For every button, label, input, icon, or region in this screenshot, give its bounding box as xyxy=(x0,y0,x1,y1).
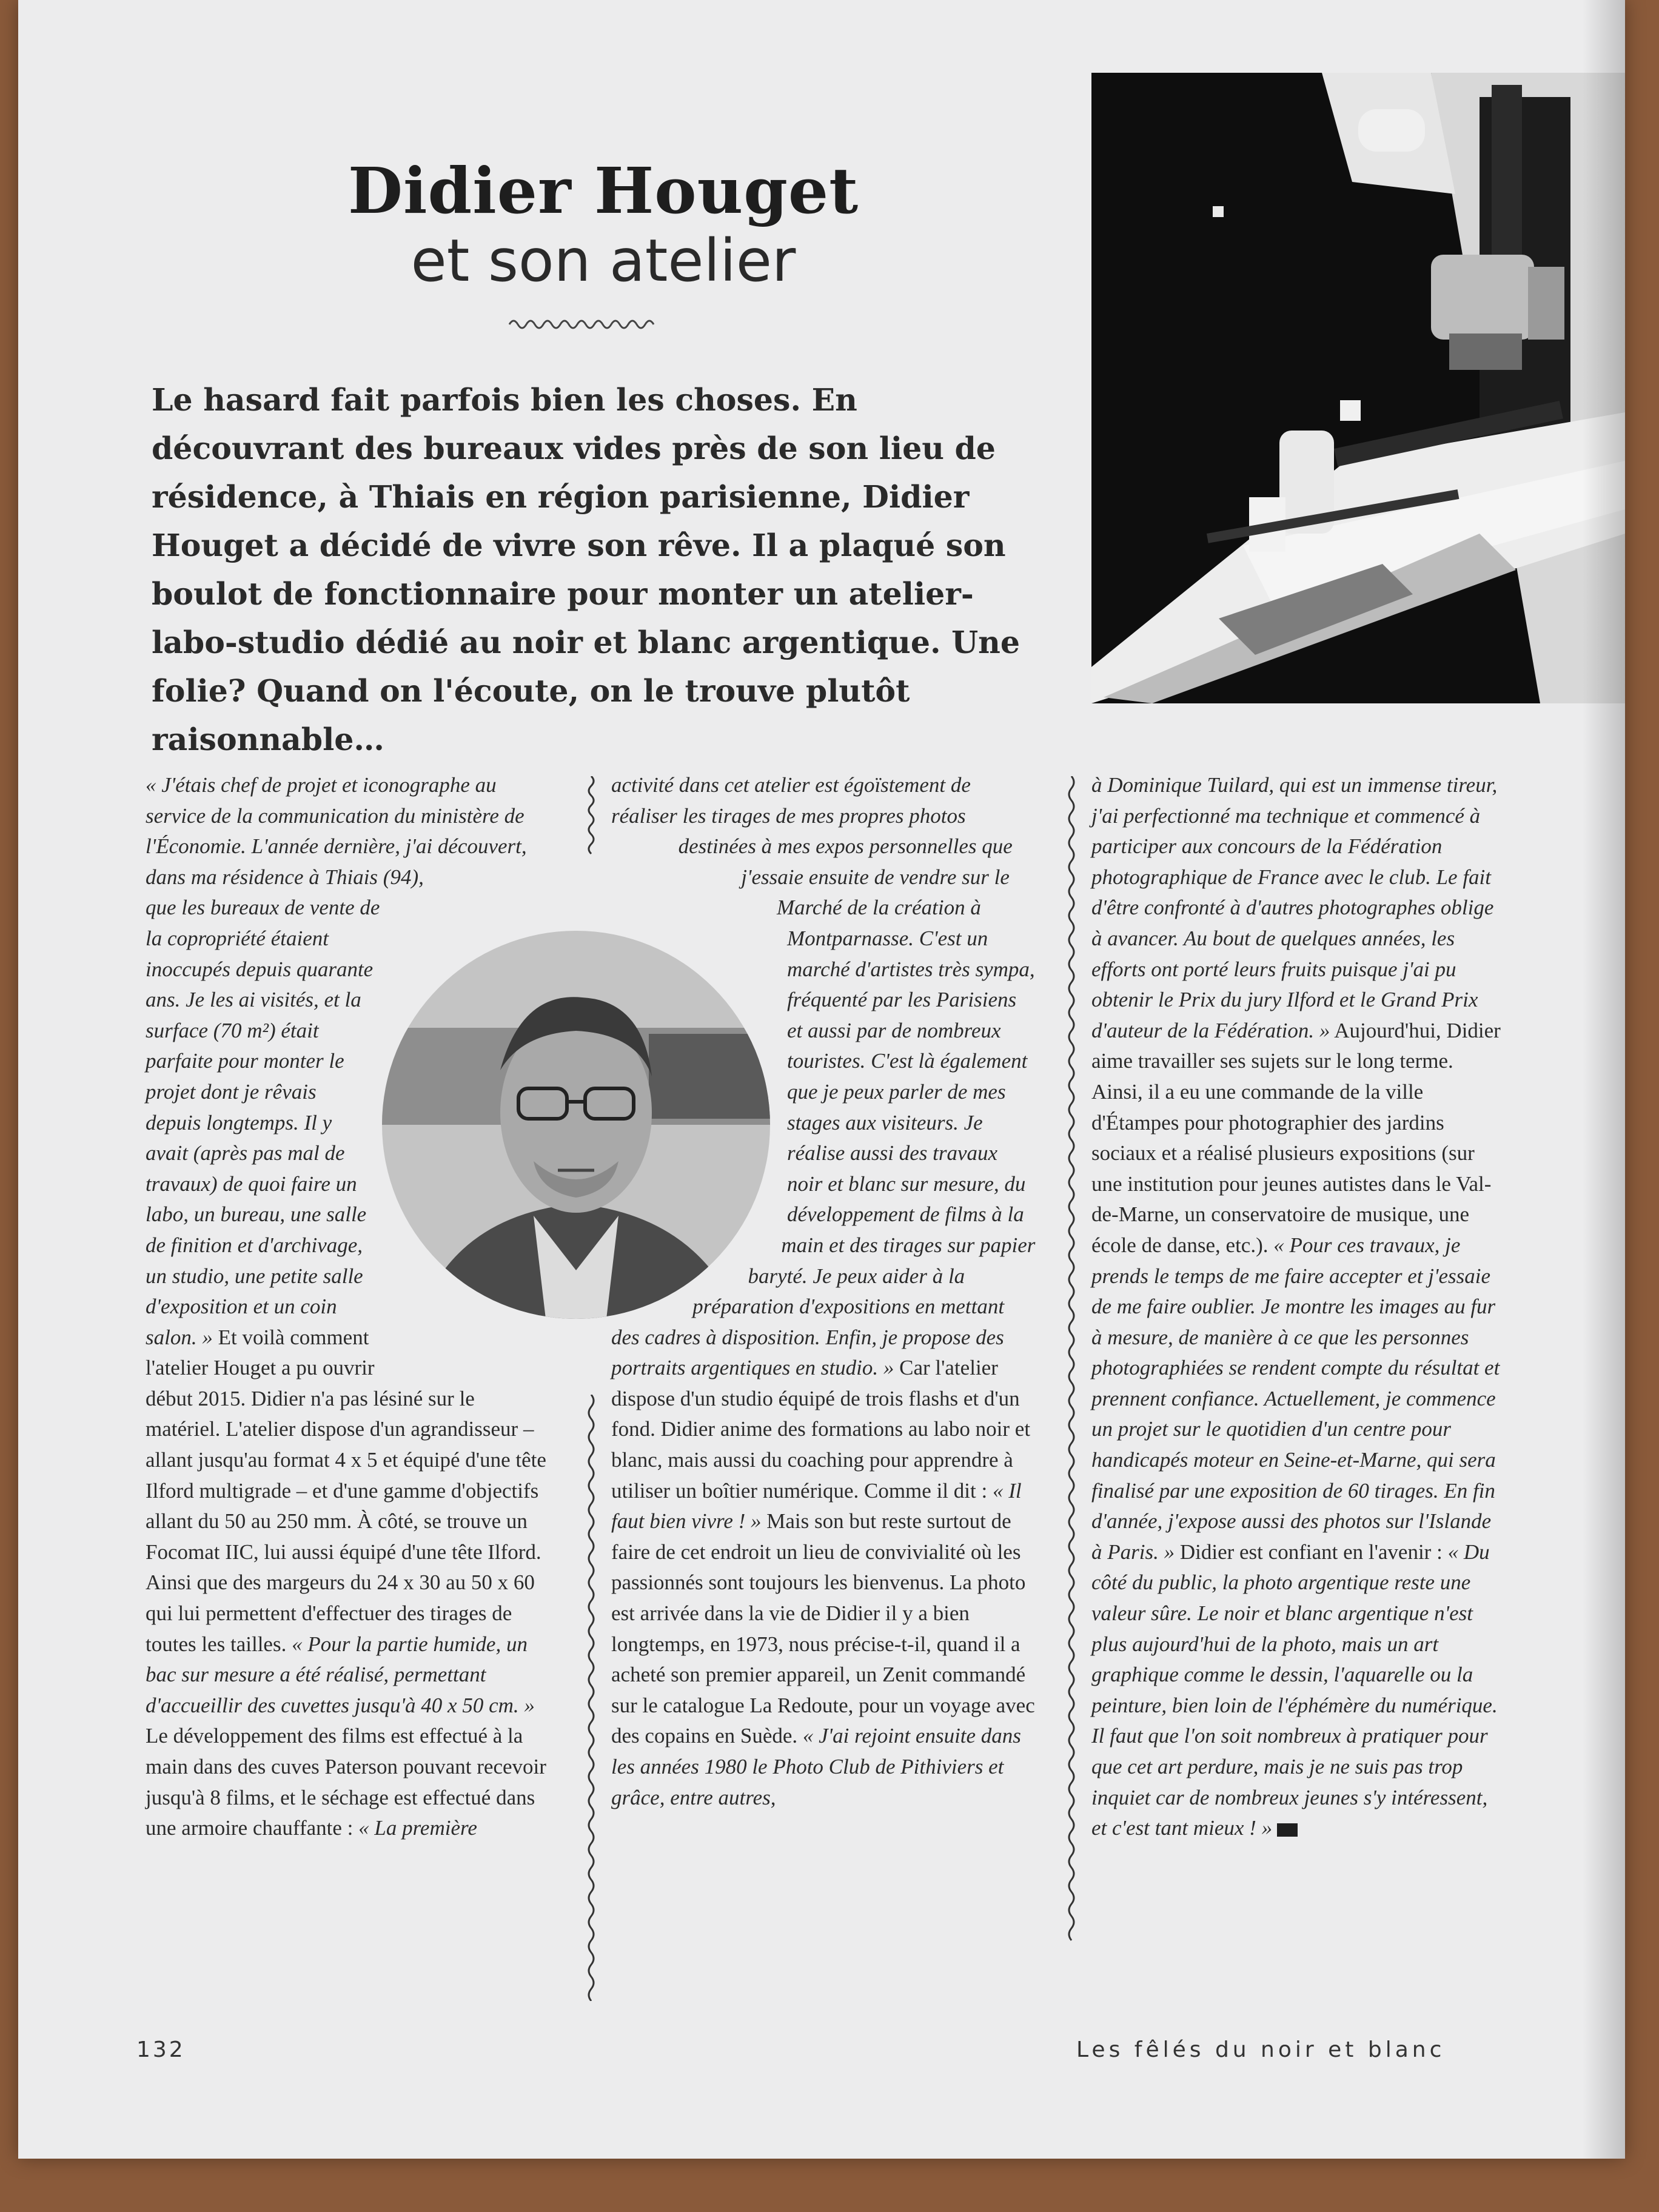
quote-text: activité dans cet atelier est égoïstement de réaliser les tirages de mes propres photos destinées à mes expos personnelles que j'essaie ensuite de vendre sur le Marché de la création à Montparnasse. C'est un marché d'artistes très sympa, fréquenté par les Parisiens et aussi par de nombreux touristes. C'est là également que je peux parler de mes stages aux visiteurs. Je réalise aussi des travaux noir et blanc sur mesure, du développement de films à la main et des tirages sur papier baryté. Je peux aider à la préparation d'expositions en mettant des cadres à disposition. Enfin, je propose des portraits argentiques en studio. » xyxy=(611,773,1036,1380)
quote-text: « La première xyxy=(358,1816,477,1840)
body-text: Mais son but reste surtout de faire de cet endroit un lieu de convivialité où les passionnés sont toujours les bienvenus. La photo est arrivée dans la vie de Didier il y a bien longtemps, en 1973, nous précise-t-il, quand il a acheté son premier appareil, un Zenit commandé sur le catalogue La Redoute, pour un voyage avec des copains en Suède. xyxy=(611,1509,1035,1748)
column-divider xyxy=(585,776,597,855)
end-of-article-mark xyxy=(1277,1823,1298,1837)
title-subtitle: et son atelier xyxy=(411,227,796,295)
title-name: Didier Houget xyxy=(347,153,859,228)
body-text: Aujourd'hui, Didier aime travailler ses sujets sur le long terme. Ainsi, il a eu une commande de la ville d'Étampes pour photographier des jardins sociaux et a réalisé plusieurs expositions (sur une institution pour jeunes autistes dans le Val-de-Marne, un conservatoire de musique, une école de danse, etc.). xyxy=(1091,1018,1501,1257)
article-column-2 xyxy=(611,770,1036,1813)
column-divider xyxy=(585,1395,597,2001)
article-column-3 xyxy=(1091,770,1504,1844)
magazine-name: Les fêlés du noir et blanc xyxy=(1076,2037,1446,2062)
page-number: 132 xyxy=(136,2037,186,2062)
article-column-1 xyxy=(146,770,558,1844)
magazine-page xyxy=(18,0,1625,2159)
quote-text: « J'étais chef de projet et iconographe au service de la communication du ministère de l'Économie. L'année dernière, j'ai découvert, dans ma résidence à Thiais (94), que les bureaux de vente de la copropriété étaient inoccupés depuis quarante ans. Je les ai visités, et la surface (70 m²) était parfaite pour monter le projet dont je rêvais depuis longtemps. Il y avait (après pas mal de travaux) de quoi faire un labo, un bureau, une salle de finition et d'archivage, un studio, une petite salle d'exposition et un coin salon. » xyxy=(146,773,527,1349)
lead-paragraph: Le hasard fait parfois bien les choses. En découvrant des bureaux vides près de son lieu de résidence, à Thiais en région parisienne, Didier Houget a décidé de vivre son rêve. Il a plaqué son boulot de fonctionnaire pour monter un atelier-labo-studio dédié au noir et blanc argentique. Une folie? Quand on l'écoute, on le trouve plutôt raisonnable… xyxy=(152,382,1021,757)
body-text: Car l'atelier dispose d'un studio équipé de trois flashs et d'un fond. Didier anime des formations au labo noir et blanc, mais aussi du coaching pour apprendre à utiliser un boîtier numérique. Comme il dit : xyxy=(611,1356,1031,1503)
quote-text: « Pour ces travaux, je prends le temps de me faire accepter et j'essaie de me faire oublier. Je montre les images au fur à mesure, de manière à ce que les personnes photographiées se rendent compte du résultat et prennent confiance. Actuellement, je commence un projet sur le quotidien d'un centre pour handicapés moteur en Seine-et-Marne, qui sera finalisé par une exposition de 60 tirages. En fin d'année, j'expose aussi des photos sur l'Islande à Paris. » xyxy=(1091,1233,1500,1564)
quote-text: « Pour la partie humide, un bac sur mesure a été réalisé, permettant d'accueillir des cuvettes jusqu'à 40 x 50 cm. » xyxy=(146,1632,535,1717)
body-text: Et voilà comment l'atelier Houget a pu ouvrir début 2015. Didier n'a pas lésiné sur le matériel. L'atelier dispose d'un agrandisseur – allant jusqu'au format 4 x 5 et équipé d'une tête Ilford multigrade – et d'une gamme d'objectifs allant du 50 au 250 mm. À côté, se trouve un Focomat IIC, lui aussi équipé d'une tête Ilford. Ainsi que des margeurs du 24 x 30 au 50 x 60 qui lui permettent d'effectuer des tirages de toutes les tailles. xyxy=(146,1325,546,1656)
quote-text: « Du côté du public, la photo argentique reste une valeur sûre. Le noir et blanc argentique n'est plus aujourd'hui de la photo, mais un art graphique comme le dessin, l'aquarelle ou la peinture, bien loin de l'éphémère du numérique. Il faut que l'on soit nombreux à pratiquer pour que cet art perdure, mais je ne suis pas trop inquiet car de nombreux jeunes s'y intéressent, et c'est tant mieux ! » xyxy=(1091,1540,1498,1840)
quote-text: « Il faut bien vivre ! » xyxy=(611,1478,1022,1533)
body-text: Le développement des films est effectué à la main dans des cuves Paterson pouvant recevoir jusqu'à 8 films, et le séchage est effectué dans une armoire chauffante : xyxy=(146,1724,546,1840)
body-text: Didier est confiant en l'avenir : xyxy=(1179,1540,1443,1564)
column-divider xyxy=(1065,776,1078,2001)
quote-text: « J'ai rejoint ensuite dans les années 1980 le Photo Club de Pithiviers et grâce, entre autres, xyxy=(611,1724,1021,1809)
title-ornament xyxy=(508,315,660,333)
quote-text: à Dominique Tuilard, qui est un immense tireur, j'ai perfectionné ma technique et commencé à participer aux concours de la Fédération photographique de France avec le club. Le fait d'être confronté à d'autres photographes oblige à avancer. Au bout de quelques années, les efforts ont porté leurs fruits puisque j'ai pu obtenir le Prix du jury Ilford et le Grand Prix d'auteur de la Fédération. » xyxy=(1091,773,1498,1042)
article-title xyxy=(200,155,1007,294)
darkroom-enlarger-photo xyxy=(1091,73,1625,703)
